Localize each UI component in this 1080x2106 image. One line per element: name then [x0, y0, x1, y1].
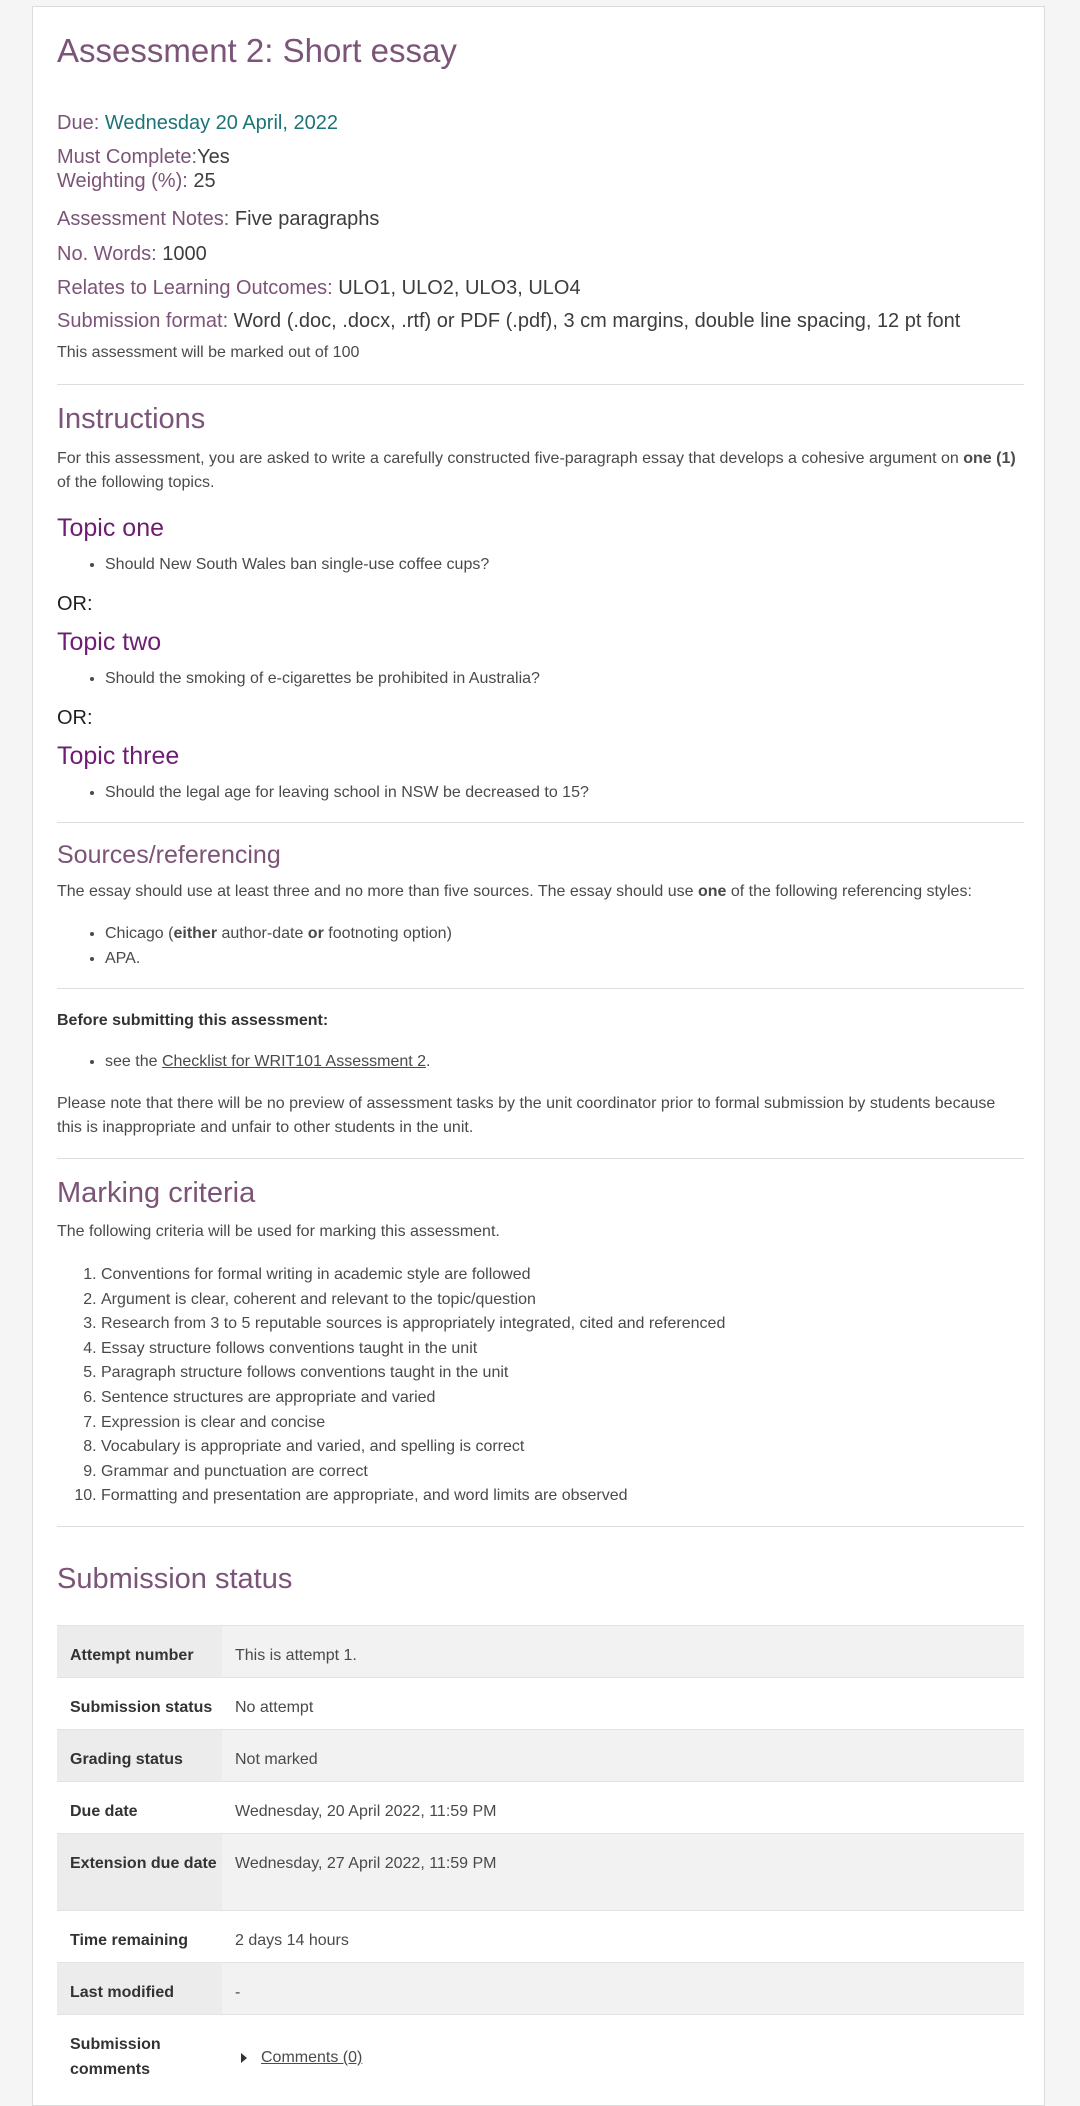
preview-note: Please note that there will be no preview of assessment tasks by the unit coordinator prior to formal submission by students because this is inappropriate and unfair to other students in the unit. — [57, 1095, 996, 1136]
must-complete-label: Must Complete: — [57, 146, 198, 168]
checklist-pre: see the — [105, 1053, 162, 1070]
must-complete-line — [57, 144, 230, 170]
must-complete-value: Yes — [197, 146, 230, 168]
page-title: Assessment 2: Short essay — [57, 32, 457, 69]
status-row-label: Time remaining — [57, 1911, 222, 1963]
submission-status-table — [57, 1625, 1024, 2092]
words-line — [57, 241, 207, 267]
marking-criterion: 8. Vocabulary is appropriate and varied, and spelling is correct — [101, 1435, 725, 1460]
words-value: 1000 — [162, 243, 207, 265]
due-label: Due: — [57, 112, 100, 134]
status-row-value: This is attempt 1. — [222, 1626, 1024, 1678]
caret-right-icon[interactable] — [241, 2053, 247, 2063]
format-label: Submission format: — [57, 310, 229, 332]
notes-label: Assessment Notes: — [57, 208, 230, 230]
sources-intro-bold: one — [697, 883, 727, 900]
status-row-value: - — [222, 1963, 1024, 2015]
marking-criterion: 6. Sentence structures are appropriate and varied — [101, 1386, 725, 1411]
marking-criterion: 9. Grammar and punctuation are correct — [101, 1460, 725, 1485]
topic-three-question: • Should the legal age for leaving school in NSW be decreased to 15? — [105, 780, 589, 805]
status-row-value: Wednesday, 27 April 2022, 11:59 PM — [222, 1834, 1024, 1911]
submission-status-heading: Submission status — [57, 1563, 293, 1595]
sources-intro — [57, 880, 1024, 904]
marking-criteria-heading: Marking criteria — [57, 1177, 256, 1209]
marking-criterion: 2. Argument is clear, coherent and relevant to the topic/question — [101, 1288, 725, 1313]
or-label: OR: — [57, 707, 93, 729]
status-row-label: Submission comments — [57, 2015, 222, 2092]
chicago-either: either — [173, 925, 218, 942]
status-row-label: Grading status — [57, 1730, 222, 1782]
divider — [57, 384, 1024, 385]
marking-criterion: 1. Conventions for formal writing in academic style are followed — [101, 1263, 725, 1288]
chicago-or: or — [307, 925, 324, 942]
before-submitting-list — [57, 1049, 430, 1074]
weighting-value: 25 — [193, 170, 216, 192]
status-row-value: No attempt — [222, 1678, 1024, 1730]
instructions-intro-tail: of the following topics. — [57, 474, 215, 491]
sources-intro-text: The essay should use at least three and no more than five sources. The essay should use — [57, 883, 698, 900]
assessment-page — [32, 6, 1045, 2106]
before-submitting-heading: Before submitting this assessment: — [57, 1012, 329, 1029]
status-row — [57, 1678, 1024, 1730]
comments-link[interactable]: Comments (0) — [261, 2049, 363, 2066]
status-row — [57, 1834, 1024, 1911]
divider — [57, 822, 1024, 823]
status-row — [57, 1963, 1024, 2015]
status-row-label: Extension due date — [57, 1834, 222, 1911]
instructions-intro — [57, 447, 1024, 495]
status-row-label: Last modified — [57, 1963, 222, 2015]
status-row — [57, 2015, 1024, 2092]
outcomes-label: Relates to Learning Outcomes: — [57, 277, 333, 299]
topic-two-heading: Topic two — [57, 628, 162, 656]
status-row — [57, 1626, 1024, 1678]
due-line — [57, 110, 338, 136]
marking-criterion: 7. Expression is clear and concise — [101, 1411, 725, 1436]
instructions-heading: Instructions — [57, 403, 206, 435]
status-row — [57, 1911, 1024, 1963]
notes-line — [57, 206, 379, 232]
sources-intro-tail: of the following referencing styles: — [726, 883, 972, 900]
weighting-line — [57, 168, 216, 194]
notes-value: Five paragraphs — [234, 208, 380, 230]
topic-two-list — [57, 666, 540, 691]
assessment-content — [57, 7, 1024, 2078]
topic-three-list — [57, 780, 589, 805]
submission-comments-cell — [222, 2015, 1024, 2092]
sources-heading: Sources/referencing — [57, 841, 281, 869]
marked-out-of-note: This assessment will be marked out of 100 — [57, 344, 360, 361]
chicago-mid: author-date — [217, 925, 308, 942]
instructions-intro-bold: one (1) — [963, 450, 1016, 467]
topic-two-question: • Should the smoking of e-cigarettes be prohibited in Australia? — [105, 666, 540, 691]
or-label: OR: — [57, 593, 93, 615]
words-label: No. Words: — [57, 243, 157, 265]
instructions-intro-text: For this assessment, you are asked to write a carefully constructed five-paragraph essay that develops a cohesive argument on — [57, 450, 964, 467]
chicago-text: Chicago ( — [105, 925, 174, 942]
status-row — [57, 1730, 1024, 1782]
status-row-label: Attempt number — [57, 1626, 222, 1678]
style-chicago — [105, 921, 452, 946]
outcomes-value: ULO1, ULO2, ULO3, ULO4 — [338, 277, 581, 299]
chicago-tail: footnoting option) — [323, 925, 452, 942]
checklist-link[interactable]: Checklist for WRIT101 Assessment 2 — [161, 1053, 427, 1070]
outcomes-line — [57, 275, 581, 301]
weighting-label: Weighting (%): — [57, 170, 188, 192]
topic-three-heading: Topic three — [57, 742, 180, 770]
status-row-value: 2 days 14 hours — [222, 1911, 1024, 1963]
status-row-label: Submission status — [57, 1678, 222, 1730]
status-row-value: Not marked — [222, 1730, 1024, 1782]
topic-one-list — [57, 552, 489, 577]
format-line — [57, 308, 960, 334]
divider — [57, 1526, 1024, 1527]
status-row — [57, 1782, 1024, 1834]
topic-one-question: • Should New South Wales ban single-use coffee cups? — [105, 552, 489, 577]
marking-criterion: 4. Essay structure follows conventions taught in the unit — [101, 1337, 725, 1362]
referencing-styles-list — [57, 921, 452, 971]
due-value: Wednesday 20 April, 2022 — [104, 112, 338, 134]
checklist-post: . — [426, 1053, 431, 1070]
marking-criteria-intro: The following criteria will be used for marking this assessment. — [57, 1223, 500, 1240]
topic-one-heading: Topic one — [57, 514, 165, 542]
divider — [57, 1158, 1024, 1159]
marking-criteria-list — [57, 1263, 725, 1509]
status-row-label: Due date — [57, 1782, 222, 1834]
status-row-value: Wednesday, 20 April 2022, 11:59 PM — [222, 1782, 1024, 1834]
format-value: Word (.doc, .docx, .rtf) or PDF (.pdf), 3 cm margins, double line spacing, 12 pt font — [233, 310, 961, 332]
marking-criterion: 3. Research from 3 to 5 reputable sources is appropriately integrated, cited and referenced — [101, 1312, 725, 1337]
style-apa: • APA. — [105, 946, 452, 971]
divider — [57, 988, 1024, 989]
checklist-item — [105, 1049, 430, 1074]
marking-criterion: 5. Paragraph structure follows conventions taught in the unit — [101, 1361, 725, 1386]
marking-criterion: 10. Formatting and presentation are appropriate, and word limits are observed — [101, 1484, 725, 1509]
